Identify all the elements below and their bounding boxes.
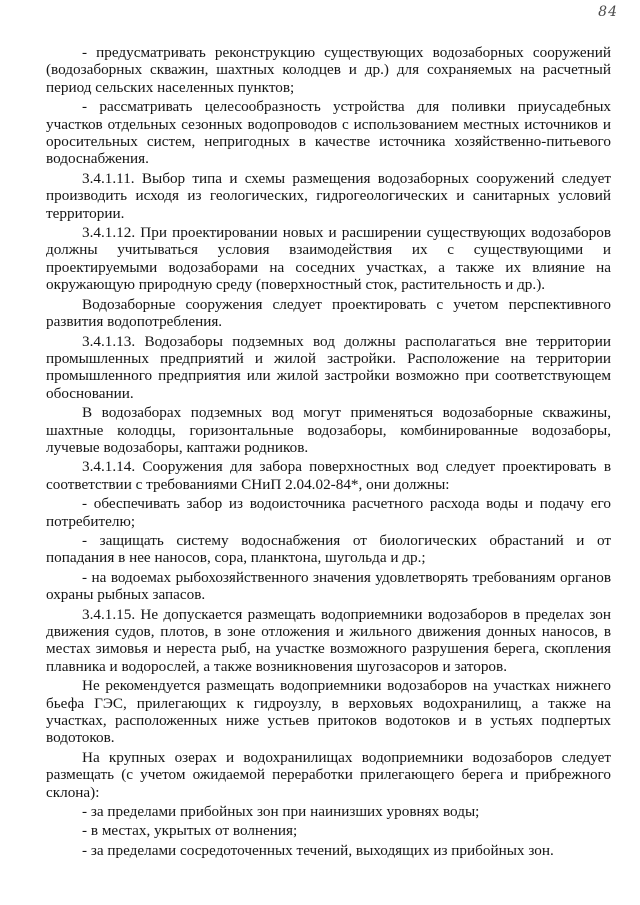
list-item-seasonal-water-supply: - рассматривать целесообразность устройства для поливки приусадебных участков отдельных сезонных водопроводов с использованием местных источников и оросительных систем, непригодных в качестве источника хозяйственно-питьевого водоснабжения. — [46, 98, 611, 168]
list-item-fishery-requirements: - на водоемах рыбохозяйственного значения удовлетворять требованиям органов охраны рыбных запасов. — [46, 568, 611, 604]
clause-3-4-1-11: 3.4.1.11. Выбор типа и схемы размещения водозаборных сооружений следует производить исходя из геологических, гидрогеологических и санитарных условий территории. — [46, 169, 611, 222]
paragraph-lakes-reservoirs: На крупных озерах и водохранилищах водоприемники водозаборов следует размещать (с учетом ожидаемой переработки прилегающего берега и прибрежного склона): — [46, 748, 611, 801]
list-item-ensure-intake: - обеспечивать забор из водоисточника расчетного расхода воды и подачу его потребителю; — [46, 495, 611, 530]
page-number: 84 — [598, 4, 618, 20]
document-body — [46, 44, 611, 861]
clause-3-4-1-15: 3.4.1.15. Не допускается размещать водоприемники водозаборов в пределах зон движения судов, плотов, в зоне отложения и жильного движения донных наносов, в местах зимовья и нереста рыб, на участке возможного разрушения берега, скопления плавника и водорослей, а также возникновения шугозасоров и заторов. — [46, 605, 611, 675]
list-item-outside-currents: - за пределами сосредоточенных течений, выходящих из прибойных зон. — [82, 841, 554, 859]
clause-3-4-1-13: 3.4.1.13. Водозаборы подземных вод должны располагаться вне территории промышленных предприятий и жилой застройки. Расположение на территории промышленного предприятия или жилой застройки возможно при соответствующем обосновании. — [46, 332, 611, 402]
list-item-reconstruct-intakes: - предусматривать реконструкцию существующих водозаборных сооружений (водозаборных скважин, шахтных колодцев и др.) для сохраняемых на расчетный период сельских населенных пунктов; — [46, 44, 611, 96]
list-item-protect-system: - защищать систему водоснабжения от биологических обрастаний и от попадания в нее наносов, сора, планктона, шугольда и др.; — [46, 531, 611, 567]
list-item-outside-surf-zones: - за пределами прибойных зон при наинизших уровнях воды; — [82, 803, 480, 821]
paragraph-intake-design: Водозаборные сооружения следует проектировать с учетом перспективного развития водопотребления. — [46, 295, 611, 331]
list-item-sheltered-places: - в местах, укрытых от волнения; — [82, 822, 298, 840]
clause-3-4-1-14: 3.4.1.14. Сооружения для забора поверхностных вод следует проектировать в соответствии с требованиями СНиП 2.04.02-84*, они должны: — [46, 458, 611, 493]
paragraph-groundwater-intake-types: В водозаборах подземных вод могут применяться водозаборные скважины, шахтные колодцы, горизонтальные водозаборы, комбинированные водозаборы, лучевые водозаборы, каптажи родников. — [46, 404, 611, 456]
clause-3-4-1-12: 3.4.1.12. При проектировании новых и расширении существующих водозаборов должны учитываться условия взаимодействия их с существующими и проектируемыми водозаборами на соседних участках, а также их влияние на окружающую природную среду (поверхностный сток, растительность и др.). — [46, 224, 611, 294]
paragraph-not-recommended-placement: Не рекомендуется размещать водоприемники водозаборов на участках нижнего бьефа ГЭС, прилегающих к гидроузлу, в верховьях водохранилищ, а также на участках, расположенных ниже устьев притоков водотоков и в устьях подпертых водотоков. — [46, 677, 611, 747]
